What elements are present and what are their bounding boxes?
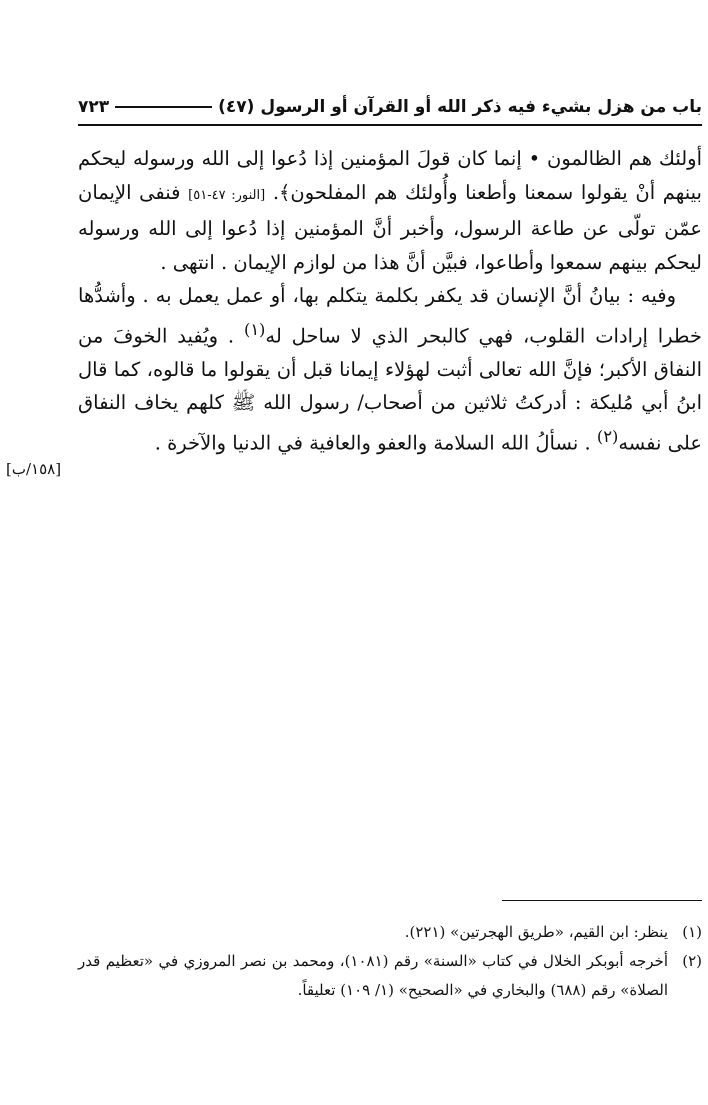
main-text (78, 142, 702, 460)
footnote-text: ينظر: ابن القيم، «طريق الهجرتين» (٢٢١). (404, 923, 668, 941)
footnote-ref-2: (٢) (596, 426, 619, 446)
paragraph-2 (78, 279, 702, 460)
header-rule (78, 124, 702, 126)
footnote-separator (502, 900, 702, 901)
footnote-item (78, 947, 702, 1005)
paragraph-1-rest: فنفى الإيمان عمّن تولّى عن طاعة الرسول، وأخبر أنَّ المؤمنين إذا دُعوا إلى الله ورسوله ليحكم بينهم سمعوا وأطاعوا، فبيَّن أنَّ هذا من لوازم الإيمان . انتهى . (78, 180, 702, 274)
paragraph-2-start: وفيه : بيانُ أنَّ الإنسان قد يكفر بكلمة يتكلم بها، أو عمل يعمل به . وأشدُّها خطرا إرادات القلوب، فهي كالبحر الذي لا ساحل له (78, 284, 702, 347)
paragraph-1 (78, 142, 702, 279)
footnote-number: (٢) (682, 952, 702, 970)
quran-citation: [النور: ٤٧-٥١] (188, 187, 266, 203)
footnote-ref-1: (١) (243, 319, 266, 339)
paragraph-2-middle: . ويُفيد الخوفَ من النفاق الأكبر؛ فإنَّ الله تعالى أثبت لهؤلاء إيمانا قبل أن يقولوا ما قالوه، كما قال ابنُ أبي مُليكة : أدركتُ ثلاثين من أصحاب/ رسول الله ﷺ كلهم يخاف النفاق على نفسه (78, 324, 702, 454)
footnote-number: (١) (682, 923, 702, 941)
paragraph-2-end: . نسألُ الله السلامة والعفو والعافية في الدنيا والآخرة . (154, 431, 591, 454)
header-divider-line (115, 106, 212, 108)
header-title: باب من هزل بشيء فيه ذكر الله أو القرآن أو الرسول (٤٧) (218, 97, 702, 117)
page-number: ٧٢٣ (78, 97, 110, 117)
footnotes (78, 918, 702, 1005)
manuscript-folio-note: [١٥٨/ب] (6, 460, 62, 478)
footnote-text: أخرجه أبوبكر الخلال في كتاب «السنة» رقم (١٠٨١)، ومحمد بن نصر المروزي في «تعظيم قدر الصلاة» رقم (٦٨٨) والبخاري في «الصحيح» (١/ ١٠٩) تعليقاً. (78, 952, 668, 999)
running-header (78, 92, 702, 122)
footnote-item (78, 918, 702, 947)
paragraph-1-text: أولئك هم الظالمون • إنما كان قولَ المؤمنين إذا دُعوا إلى الله ورسوله ليحكم بينهم أنْ يقولوا سمعنا وأطعنا وأُولئك هم المفلحون﴾. (78, 147, 702, 204)
